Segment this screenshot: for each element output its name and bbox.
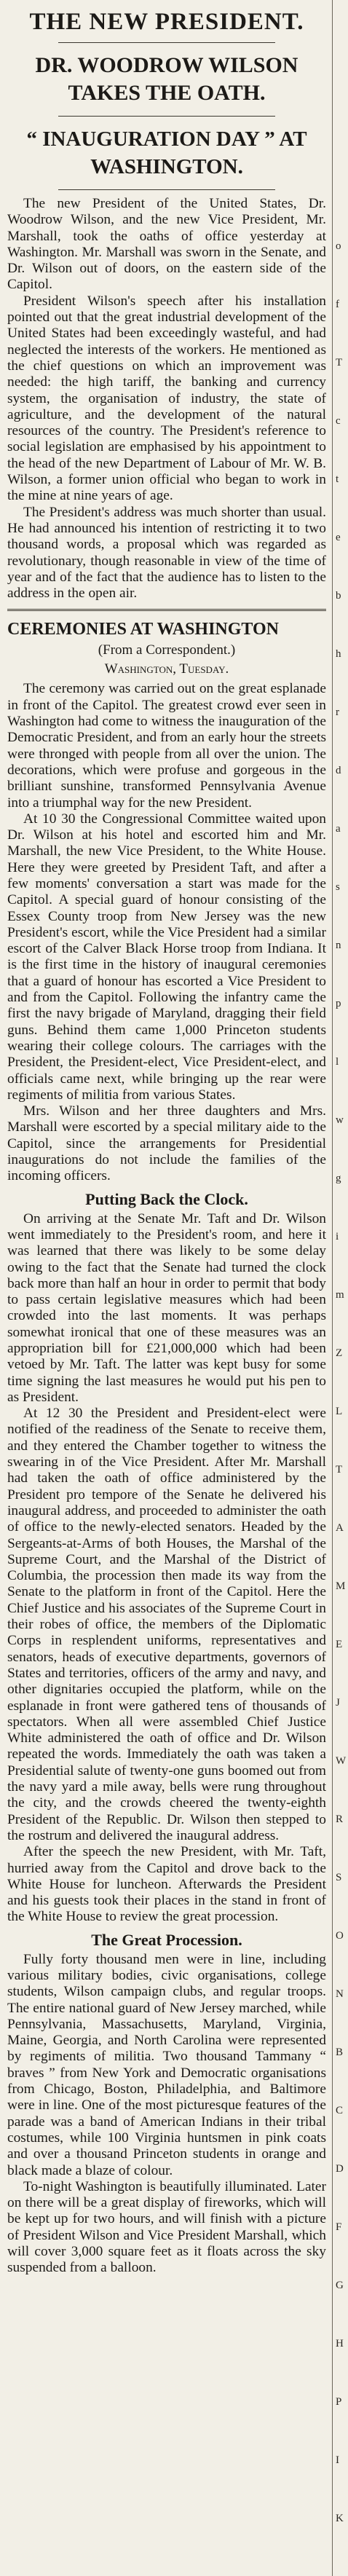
paragraph: President Wilson's speech after his installation pointed out that the great industrial development of the United States had been exceedingly wasteful, and had neglected the interests of the workers. He mentioned as the chief questions on which an improvement was needed: the high tariff, the banking and currency system, the organisation of industry, the state of agriculture, and the development of the natural resources of the country. The President's reference to social legislation are emphasised by his appointment to the head of the new Department of Labour of Mr. W. B. Wilson, a former union official who began to work in the mine at nine years of age.: [7, 293, 326, 504]
paragraph: After the speech the new President, with Mr. Taft, hurried away from the Capitol and drove back to the White House for luncheon. Afterwards the President and his guests took their places in the stand in front of the White House to review the great procession.: [7, 1844, 326, 1925]
adjacent-column-fragment: r: [336, 706, 339, 718]
procession-section: [7, 1930, 326, 2277]
adjacent-column-fragment: F: [336, 2221, 342, 2233]
adjacent-column-fragment: e: [336, 532, 341, 543]
section-heading: CEREMONIES AT WASHINGTON: [7, 620, 279, 639]
adjacent-column-fragment: G: [336, 2280, 344, 2291]
adjacent-column-fragment: m: [336, 1289, 344, 1301]
paragraph: On arriving at the Senate Mr. Taft and Dr. Wilson went immediately to the President's room, and here it was learned that there was likely to be some delay owing to the fact that the Senate had turned the clock back more than half an hour in order to permit that body to pass certain legislative measures which had been crowded into the last moments. It was perhaps somewhat ironical that one of these measures was an appropriation bill for £21,000,000 which had been vetoed by Mr. Taft. The latter was kept busy for some time signing the last measures he would put his pen to as President.: [7, 1210, 326, 1405]
adjacent-column-fragment: A: [336, 1522, 344, 1534]
adjacent-column-fragment: b: [336, 590, 341, 602]
byline: (From a Correspondent.): [98, 642, 236, 658]
paragraph: The ceremony was carried out on the great esplanade in front of the Capitol. The greatest crowd ever seen in Washington had come to witness the inauguration of the Democratic President, and from an early hour the streets were thronged with people from all over the union. The decorations, which were profuse and gorgeous in the brilliant sunshine, transformed Pennsylvania Avenue into a triumphal way for the new President.: [7, 681, 326, 811]
adjacent-column-fragment: a: [336, 823, 341, 835]
adjacent-column-fragment: c: [336, 415, 341, 427]
adjacent-column-fragment: C: [336, 2105, 344, 2116]
masthead: THE NEW PRESIDENT.: [29, 9, 304, 35]
adjacent-column-fragment: n: [336, 940, 341, 951]
adjacent-column-fragment: B: [336, 2047, 344, 2058]
adjacent-column-fragment: T: [336, 1464, 343, 1476]
adjacent-column-fragment: N: [336, 1988, 344, 2000]
adjacent-column-fragment: d: [336, 765, 341, 776]
paragraph: The new President of the United States, Dr. Woodrow Wilson, and the new Vice President, Mr. Marshall, took the oaths of office yesterday at Washington. Mr. Marshall was sworn in the Senate, and Dr. Wilson out of doors, on the eastern side of the Capitol.: [7, 196, 326, 293]
section-subheading: The Great Procession.: [91, 1930, 242, 1949]
divider: [58, 116, 275, 117]
intro-section: [7, 196, 326, 602]
adjacent-column-fragment: g: [336, 1173, 341, 1184]
adjacent-column-fragment: s: [336, 881, 340, 893]
adjacent-column-fragment: M: [336, 1580, 346, 1592]
adjacent-column-fragment: I: [336, 2454, 339, 2466]
headline: DR. WOODROW WILSON TAKES THE OATH.: [35, 53, 298, 105]
divider: [58, 189, 275, 190]
adjacent-column-fragment: J: [336, 1697, 340, 1709]
adjacent-column-fragment: D: [336, 2163, 344, 2175]
adjacent-column-fragment: p: [336, 998, 341, 1009]
adjacent-column-fragment: L: [336, 1406, 343, 1417]
ceremonies-section: [7, 618, 326, 1184]
adjacent-column-fragment: w: [336, 1114, 344, 1126]
article-column: [4, 0, 329, 2277]
paragraph: At 10 30 the Congressional Committee waited upon Dr. Wilson at his hotel and escorted him and Mr. Marshall, the new Vice President, to the White House. Here they were greeted by President Taft, and after a few moments' conversation a start was made for the Capitol. A special guard of honour consisting of the Essex County troop from New Jersey was the new President's escort, while the Vice President had a similar escort of the Calver Black Horse troop from Indiana. It is the first time in the history of inaugural ceremonies that a guard of honour has escorted a Vice President to and from the Capitol. Following the infantry came the first the navy brigade of Maryland, dragging their field guns. Behind them came 1,000 Princeton students wearing their college colours. The carriages with the President, the President-elect, Vice President-elect, and officials came next, while bringing up the rear were regiments of militia from various States.: [7, 811, 326, 1103]
adjacent-column-fragment: i: [336, 1231, 339, 1242]
adjacent-column-fragment: E: [336, 1639, 343, 1650]
divider: [58, 42, 275, 43]
adjacent-column-fragment: o: [336, 240, 341, 252]
paragraph: The President's address was much shorter than usual. He had announced his intention of restricting it to two thousand words, a proposal which was regarded as revolutionary, though reasonable in view of the time of year and of the fact that the audience has to listen to the address in the open air.: [7, 504, 326, 602]
adjacent-column-fragment: T: [336, 357, 343, 369]
adjacent-column-fragment: P: [336, 2396, 342, 2408]
adjacent-column-fragment: H: [336, 2338, 344, 2349]
adjacent-column-fragment: S: [336, 1872, 342, 1883]
adjacent-column-fragment: R: [336, 1813, 344, 1825]
clock-section: [7, 1189, 326, 1926]
adjacent-column-fragment: W: [336, 1755, 347, 1767]
adjacent-column-fragment: t: [336, 473, 339, 485]
paragraph: To-night Washington is beautifully illuminated. Later on there will be a great display of fireworks, which will be kept up for two hours, and will finish with a picture of President Wilson and Vice President Marshall, which will cover 3,000 square feet as it floats across the sky suspended from a balloon.: [7, 2178, 326, 2276]
adjacent-column-fragment: K: [336, 2513, 344, 2524]
paragraph: At 12 30 the President and President-elect were notified of the readiness of the Senate to receive them, and they entered the Chamber together to witness the swearing in of the Vice President. After Mr. Marshall had taken the oath of office administered by the President pro tempore of the Senate he delivered his inaugural address, and proceeded to administer the oath of office to the newly-elected senators. Headed by the Sergeants-at-Arms of both Houses, the Marshal of the Supreme Court, and the Marshal of the District of Columbia, the procession then made its way from the Senate to the platform in front of the Capitol. Here the Chief Justice and his associates of the Supreme Court in their robes of office, the members of the Diplomatic Corps in resplendent uniforms, representatives and senators, heads of executive departments, governors of States and territories, officers of the army and navy, and other dignitaries occupied the platform, while on the esplanade in front were gathered tens of thousands of spectators. When all were assembled Chief Justice White administered the oath of office and Dr. Wilson repeated the words. Immediately the oath was taken a Presidential salute of twenty-one guns boomed out from the navy yard a mile away, bells were rung throughout the city, and the crowds cheered the twenty-eighth President of the Republic. Dr. Wilson then stepped to the rostrum and delivered the inaugural address.: [7, 1406, 326, 1843]
adjacent-column-fragment: h: [336, 648, 341, 660]
section-divider: [7, 609, 326, 611]
subheadline: “ INAUGURATION DAY ” AT WASHINGTON.: [26, 127, 307, 178]
adjacent-column-fragment: O: [336, 1930, 344, 1942]
adjacent-column-fragment: f: [336, 299, 339, 310]
adjacent-column-edge: [332, 0, 348, 2576]
section-subheading: Putting Back the Clock.: [85, 1189, 248, 1208]
paragraph: Fully forty thousand men were in line, including various military bodies, civic organisations, college students, Wilson campaign clubs, and regular troops. The entire national guard of New Jersey marched, while Pennsylvania, Massachusetts, Maryland, Virginia, Maine, Georgia, and North Carolina were represented by regiments of militia. Two thousand Tammany “ braves ” from New York and Democratic organisations from Chicago, Boston, Philadelphia, and Baltimore were in line. One of the most picturesque features of the parade was a band of American Indians in their tribal costumes, while 100 Virginia huntsmen in pink coats and over a thousand Princeton students in orange and black made a blaze of colour.: [7, 1951, 326, 2178]
adjacent-column-fragment: l: [336, 1056, 339, 1068]
paragraph: Mrs. Wilson and her three daughters and Mrs. Marshall were escorted by a special military aide to the Capitol, since the arrangements for Presidential inaugurations do not include the families of the incoming officers.: [7, 1103, 326, 1184]
dateline: Washington, Tuesday.: [104, 661, 229, 677]
adjacent-column-fragment: Z: [336, 1347, 343, 1359]
